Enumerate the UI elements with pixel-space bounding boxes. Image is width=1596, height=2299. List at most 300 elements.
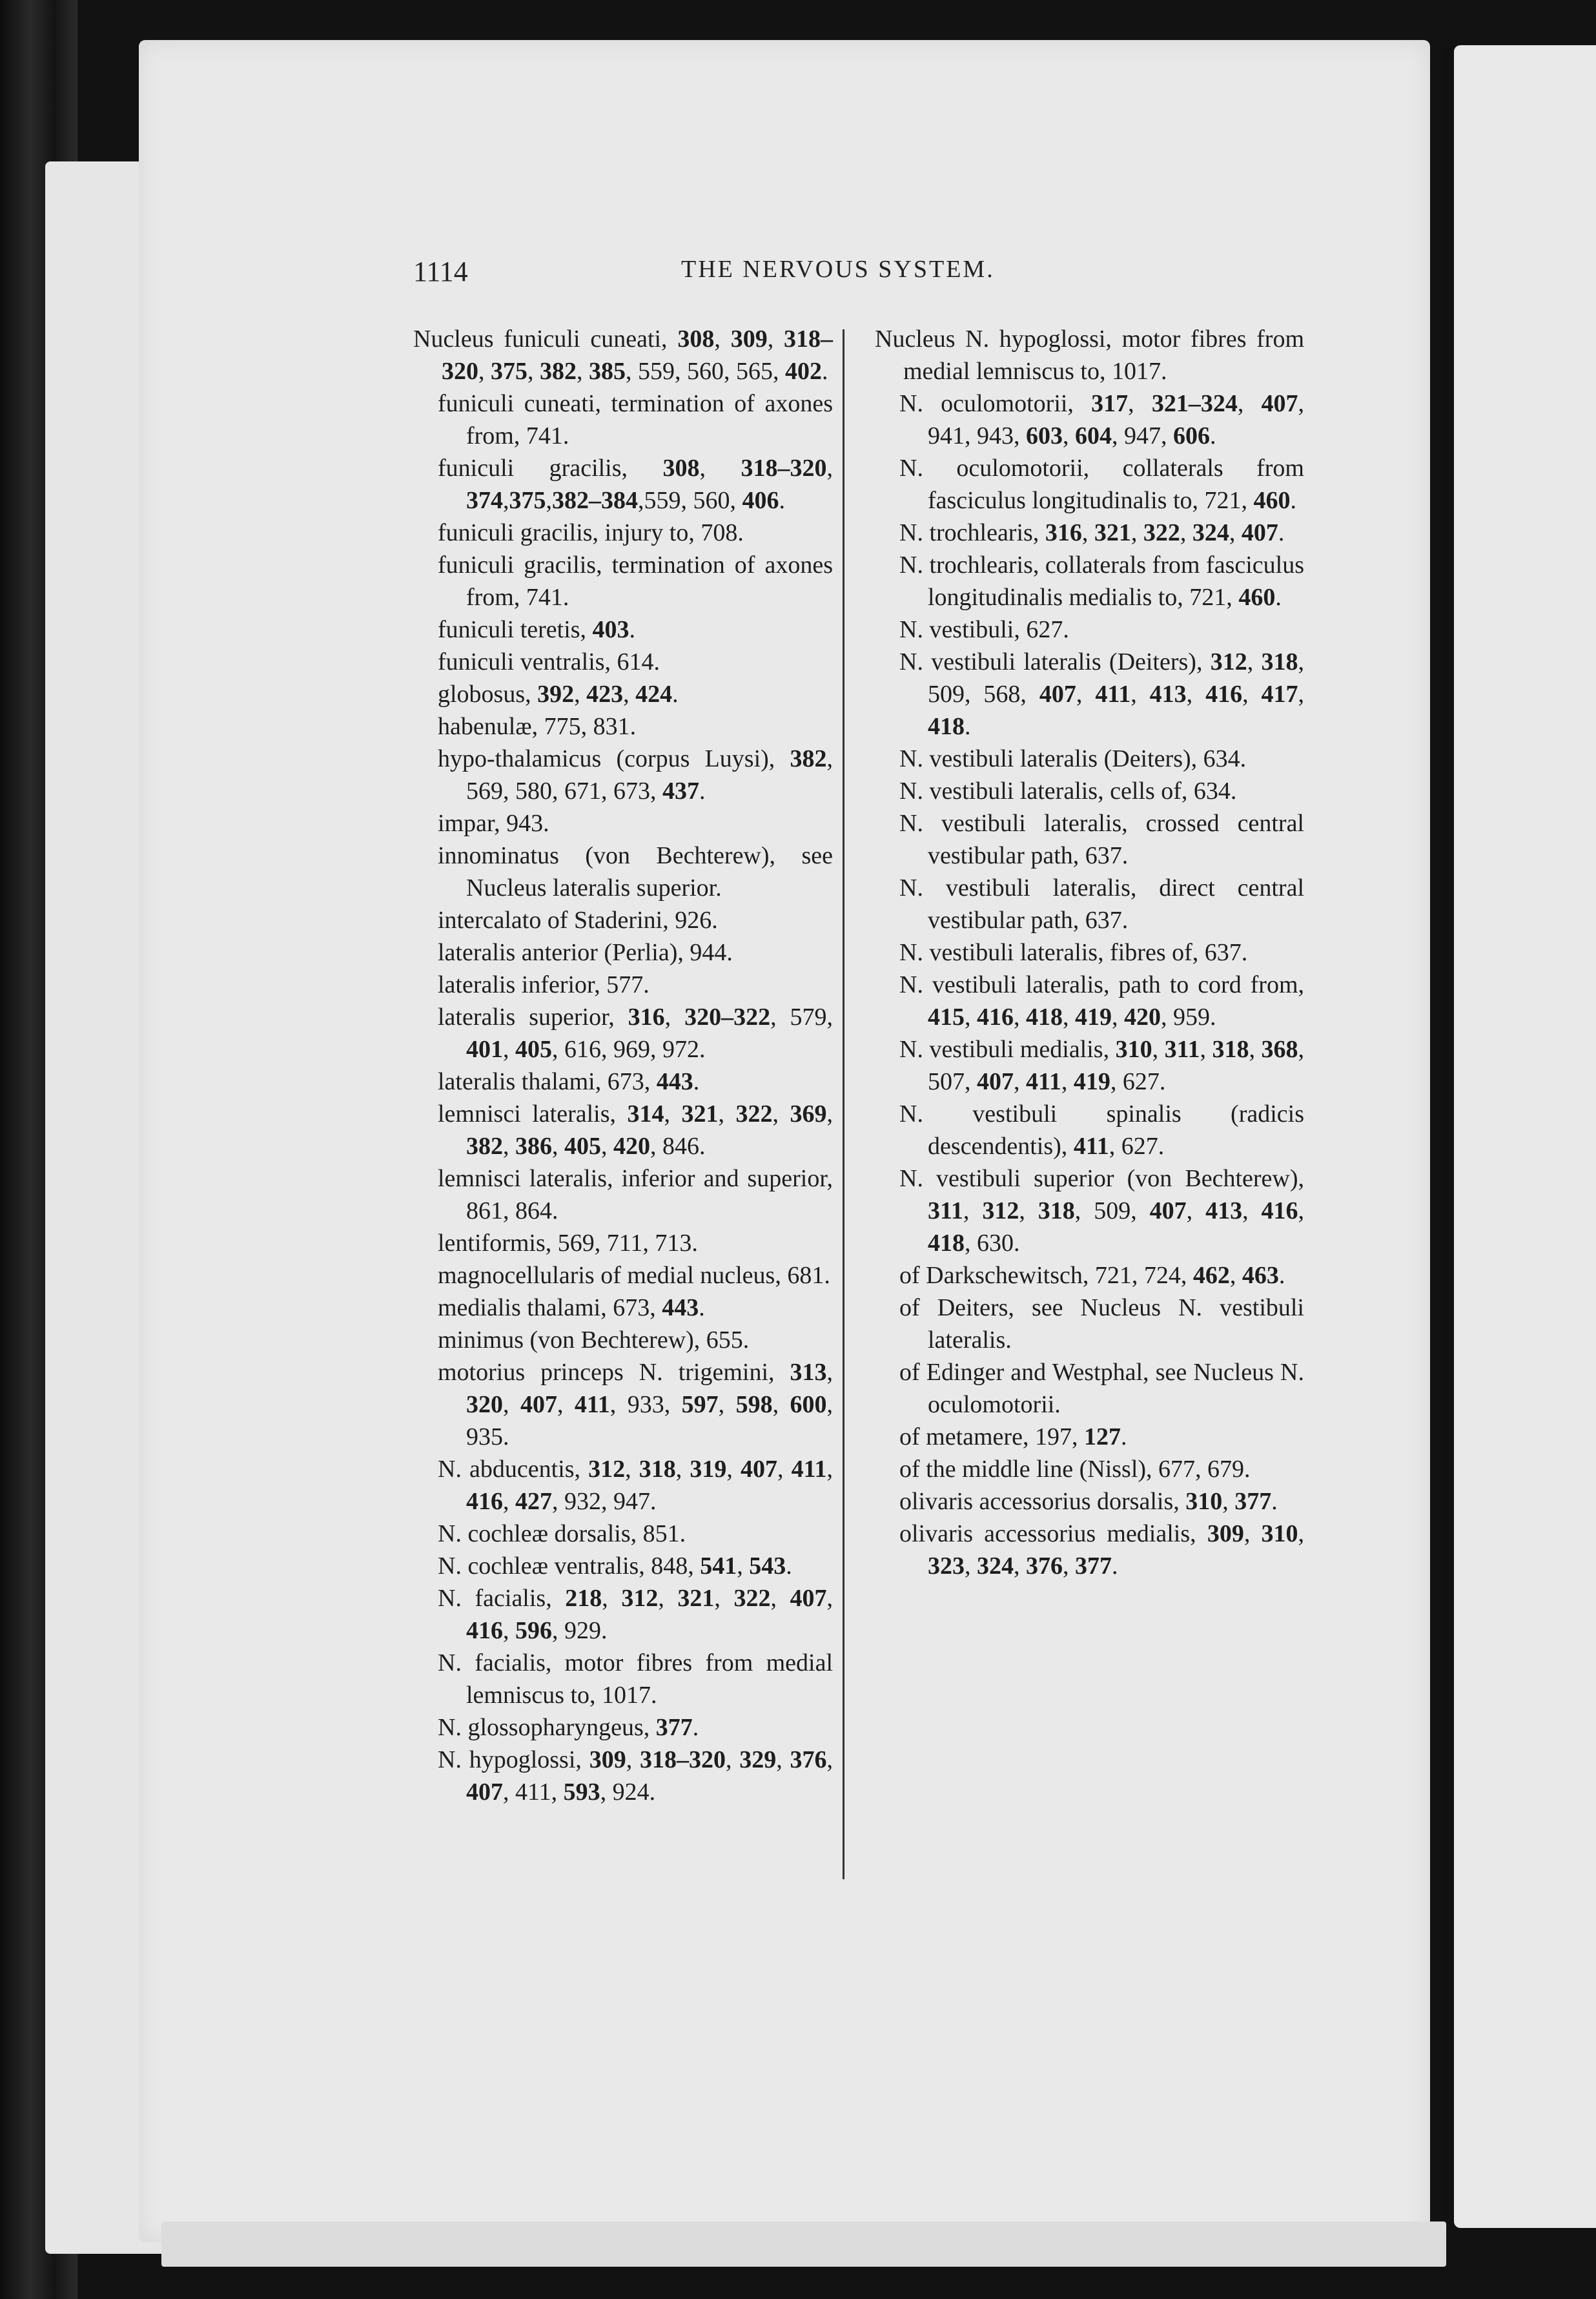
entry-text: , 947, — [1112, 422, 1173, 449]
page-ref-bold: 310 — [1115, 1036, 1152, 1063]
entry-text: , — [1237, 390, 1262, 417]
page-ref-bold: 417 — [1261, 681, 1298, 708]
entry-text: , — [699, 455, 741, 482]
entry-text: , 559, 560, 565, — [626, 358, 785, 385]
page-ref-bold: 407 — [790, 1585, 827, 1612]
page-ref-bold: 375 — [491, 358, 527, 385]
entry-text: Nucleus N. hypoglossi, motor fibres from medial lemniscus to, 1017. — [875, 325, 1304, 385]
index-entry — [875, 1259, 1304, 1292]
page-ref-bold: 407 — [741, 1456, 777, 1483]
page-gutter — [1444, 45, 1454, 2228]
entry-text: , — [1076, 681, 1096, 708]
page-ref-bold: 321–324 — [1151, 390, 1238, 417]
index-column-left — [413, 323, 833, 1808]
page-ref-bold: 324 — [1192, 519, 1229, 546]
page-ref-bold: 402 — [785, 358, 822, 385]
page-ref-bold: 460 — [1238, 584, 1276, 611]
page-ref-bold: 320 — [466, 1391, 503, 1418]
entry-text: , — [776, 1746, 790, 1773]
entry-text: , — [826, 1456, 834, 1483]
entry-text: , 932, 947. — [552, 1488, 657, 1515]
entry-text: of Darkschewitsch, 721, 724, — [899, 1262, 1193, 1289]
entry-text: motorius princeps N. trigemini, — [438, 1359, 790, 1386]
page-ref-bold: 318 — [639, 1456, 676, 1483]
page-ref-bold: 596 — [515, 1617, 552, 1644]
page-ref-bold: 318 — [1212, 1036, 1249, 1063]
entry-text: , — [601, 1133, 613, 1160]
entry-text: , — [1186, 681, 1206, 708]
entry-text: , — [737, 1552, 750, 1580]
entry-text: N. oculomotorii, collaterals from fasciculus longitudinalis to, 721, — [899, 455, 1304, 514]
page-ref-bold: 411 — [574, 1391, 610, 1418]
page-ref-bold: 377 — [1234, 1488, 1272, 1515]
entry-text: , — [826, 1746, 834, 1773]
entry-text: hypo-thalamicus (corpus Luysi), — [438, 745, 790, 772]
entry-text: , — [726, 1456, 741, 1483]
entry-text: N. vestibuli spinalis (radicis descendentis), — [899, 1100, 1304, 1160]
page-ref-bold: 318 — [1261, 648, 1298, 675]
index-entry — [413, 1292, 833, 1324]
entry-text: , — [503, 1036, 515, 1063]
entry-text: olivaris accessorius medialis, — [899, 1520, 1207, 1547]
page-ref-bold: 543 — [749, 1552, 786, 1580]
entry-text: funiculi cuneati, termination of axones from, 741. — [438, 390, 833, 449]
entry-text: , — [1014, 1004, 1026, 1031]
entry-text: , 411, — [503, 1778, 564, 1806]
entry-text: olivaris accessorius dorsalis, — [899, 1488, 1186, 1515]
index-entry — [413, 613, 833, 646]
entry-text: , — [1222, 1488, 1235, 1515]
entry-text: globosus, — [438, 681, 538, 708]
page-ref-bold: 320–322 — [684, 1004, 771, 1031]
entry-text: , — [777, 1456, 792, 1483]
index-entry — [875, 1518, 1304, 1582]
entry-text: , — [503, 1391, 520, 1418]
entry-text: , — [718, 1391, 736, 1418]
index-entry — [413, 840, 833, 904]
entry-text: , — [1061, 1068, 1074, 1095]
entry-text: lemnisci lateralis, — [438, 1100, 628, 1128]
index-entry — [875, 969, 1304, 1033]
page-ref-bold: 374 — [466, 487, 503, 514]
page-ref-bold: 411 — [1026, 1068, 1061, 1095]
entry-text: , — [664, 1004, 685, 1031]
entry-text: , — [1112, 1004, 1124, 1031]
entry-text: , 933, — [609, 1391, 682, 1418]
column-divider — [843, 329, 844, 1879]
page-ref-bold: 593 — [563, 1778, 600, 1806]
entry-text: , 941, 943, — [928, 390, 1304, 449]
page-ref-bold: 406 — [742, 487, 779, 514]
entry-text: , 569, 580, 671, 673, — [466, 745, 833, 805]
entry-text: , — [770, 1585, 790, 1612]
entry-text: , 630. — [965, 1230, 1020, 1257]
entry-text: . — [699, 1294, 705, 1321]
page-ref-bold: 312 — [1210, 648, 1247, 675]
entry-text: , — [767, 325, 784, 353]
entry-text: impar, 943. — [438, 810, 549, 837]
index-entry — [413, 1066, 833, 1098]
page-ref-bold: 311 — [928, 1197, 963, 1224]
index-entry — [875, 1485, 1304, 1518]
page-ref-bold: 377 — [655, 1714, 693, 1741]
entry-text: , — [1298, 681, 1305, 708]
page-ref-bold: 413 — [1149, 681, 1187, 708]
index-entry — [875, 1162, 1304, 1259]
entry-text: , — [664, 1100, 682, 1128]
entry-text: N. vestibuli medialis, — [899, 1036, 1116, 1063]
entry-text: , — [772, 1100, 790, 1128]
page-ref-bold: 375 — [509, 487, 546, 514]
page-ref-bold: 443 — [656, 1068, 693, 1095]
page-ref-bold: 382 — [790, 745, 827, 772]
page-ref-bold: 463 — [1242, 1262, 1279, 1289]
page-ref-bold: 317 — [1091, 390, 1129, 417]
page-ref-bold: 322 — [735, 1100, 773, 1128]
entry-text: lateralis thalami, 673, — [438, 1068, 657, 1095]
entry-text: . — [965, 713, 971, 740]
index-entry — [413, 452, 833, 517]
entry-text: , — [1180, 519, 1192, 546]
page-ref-bold: 541 — [700, 1552, 737, 1580]
page-ref-bold: 312 — [588, 1456, 626, 1483]
entry-text: of Deiters, see Nucleus N. vestibuli lateralis. — [899, 1294, 1304, 1354]
entry-text: . — [1210, 422, 1216, 449]
index-entry — [413, 904, 833, 936]
page-ref-bold: 416 — [1261, 1197, 1298, 1224]
entry-text: , — [503, 487, 509, 514]
page-ref-bold: 322 — [1143, 519, 1180, 546]
entry-text: , — [826, 1100, 834, 1128]
entry-text: , — [675, 1456, 690, 1483]
entry-text: N. vestibuli lateralis, crossed central vestibular path, 637. — [899, 810, 1304, 869]
index-entry — [413, 710, 833, 743]
index-entry — [413, 1518, 833, 1550]
page-ref-bold: 310 — [1261, 1520, 1298, 1547]
entry-text: , — [1200, 1036, 1212, 1063]
page-ref-bold: 309 — [589, 1746, 626, 1773]
entry-text: , — [577, 358, 589, 385]
entry-text: lateralis superior, — [438, 1004, 628, 1031]
index-entry — [875, 775, 1304, 807]
entry-text: , 627. — [1110, 1068, 1166, 1095]
entry-text: . — [692, 1714, 699, 1741]
index-entry — [413, 743, 833, 807]
entry-text: funiculi gracilis, injury to, 708. — [438, 519, 744, 546]
entry-text: . — [1275, 584, 1282, 611]
entry-text: , — [1247, 648, 1262, 675]
entry-text: of metamere, 197, — [899, 1423, 1084, 1450]
entry-text: , — [1014, 1068, 1026, 1095]
entry-text: N. vestibuli lateralis, path to cord from, — [899, 971, 1304, 998]
index-entry — [875, 1421, 1304, 1453]
index-entry — [875, 1453, 1304, 1485]
entry-text: lateralis anterior (Perlia), 944. — [438, 939, 733, 966]
page-ref-bold: 309 — [1207, 1520, 1244, 1547]
entry-text: ,559, 560, — [638, 487, 742, 514]
entry-text: N. trochlearis, collaterals from fasciculus longitudinalis medialis to, 721, — [899, 552, 1304, 611]
entry-text: N. vestibuli lateralis (Deiters), — [899, 648, 1211, 675]
page-ref-bold: 405 — [564, 1133, 601, 1160]
running-title: THE NERVOUS SYSTEM. — [681, 256, 995, 283]
entry-text: N. oculomotorii, — [899, 390, 1092, 417]
page-ref-bold: 597 — [681, 1391, 719, 1418]
entry-text: , — [503, 1617, 515, 1644]
index-entry — [413, 1356, 833, 1453]
entry-text: of Edinger and Westphal, see Nucleus N. oculomotorii. — [899, 1359, 1304, 1418]
entry-text: of the middle line (Nissl), 677, 679. — [899, 1456, 1251, 1483]
index-column-right — [875, 323, 1304, 1582]
entry-text: , — [1014, 1552, 1026, 1580]
entry-text: . — [822, 358, 828, 385]
entry-text: , — [1152, 1036, 1165, 1063]
entry-text: N. abducentis, — [438, 1456, 589, 1483]
page-ref-bold: 377 — [1075, 1552, 1112, 1580]
entry-text: . — [1271, 1488, 1278, 1515]
entry-text: , — [557, 1391, 575, 1418]
index-entry — [413, 807, 833, 840]
entry-text: , — [965, 1552, 977, 1580]
index-entry — [413, 1550, 833, 1582]
facing-page-edge — [1454, 45, 1596, 2228]
page-ref-bold: 392 — [537, 681, 575, 708]
page-number: 1114 — [413, 256, 468, 287]
page-ref-bold: 324 — [977, 1552, 1014, 1580]
page-ref-bold: 316 — [1045, 519, 1082, 546]
page-ref-bold: 316 — [628, 1004, 665, 1031]
entry-text: , — [503, 1488, 515, 1515]
entry-text: , — [574, 681, 587, 708]
page-ref-bold: 314 — [627, 1100, 664, 1128]
entry-text: N. vestibuli superior (von Bechterew), — [899, 1165, 1304, 1192]
entry-text: , — [1063, 1552, 1075, 1580]
index-entry — [413, 936, 833, 969]
entry-text: , 627. — [1109, 1133, 1165, 1160]
entry-text: , 846. — [650, 1133, 706, 1160]
page-ref-bold: 420 — [1124, 1004, 1161, 1031]
index-entry — [875, 872, 1304, 936]
index-entry — [413, 1001, 833, 1066]
entry-text: , — [772, 1391, 790, 1418]
page-ref-bold: 318–320 — [442, 325, 833, 385]
index-entry — [413, 678, 833, 710]
entry-text: , 507, — [928, 1036, 1305, 1095]
entry-text: , — [963, 1197, 983, 1224]
page-ref-bold: 321 — [677, 1585, 715, 1612]
page-ref-bold: 308 — [662, 455, 700, 482]
entry-text: lentiformis, 569, 711, 713. — [438, 1230, 698, 1257]
entry-text: , — [1298, 1197, 1305, 1224]
page-ref-bold: 321 — [681, 1100, 719, 1128]
page-ref-bold: 606 — [1173, 422, 1210, 449]
index-entry — [413, 549, 833, 613]
page-ref-bold: 604 — [1075, 422, 1112, 449]
index-entry — [413, 387, 833, 452]
page-ref-bold: 310 — [1185, 1488, 1223, 1515]
page-ref-bold: 411 — [1073, 1133, 1109, 1160]
entry-text: , — [1019, 1197, 1038, 1224]
page-ref-bold: 413 — [1205, 1197, 1243, 1224]
index-entry — [413, 323, 833, 387]
entry-text: . — [1120, 1423, 1127, 1450]
page-ref-bold: 309 — [730, 325, 768, 353]
entry-text: , 929. — [552, 1617, 608, 1644]
entry-text: N. glossopharyngeus, — [438, 1714, 656, 1741]
entry-text: N. vestibuli lateralis, cells of, 634. — [899, 778, 1237, 805]
page-ref-bold: 600 — [790, 1391, 827, 1418]
page-ref-bold: 318–320 — [639, 1746, 726, 1773]
page-bottom-edge — [161, 2222, 1446, 2267]
index-entry — [413, 1162, 833, 1227]
entry-text: , — [1243, 1520, 1262, 1547]
page-ref-bold: 405 — [515, 1036, 552, 1063]
entry-text: , — [478, 358, 491, 385]
page-ref-bold: 218 — [565, 1585, 602, 1612]
page-ref-bold: 416 — [466, 1488, 503, 1515]
entry-text: innominatus (von Bechterew), see Nucleus lateralis superior. — [438, 842, 833, 902]
page-ref-bold: 401 — [466, 1036, 503, 1063]
entry-text: , — [1249, 1036, 1262, 1063]
page-ref-bold: 407 — [977, 1068, 1014, 1095]
entry-text: N. cochleæ ventralis, 848, — [438, 1552, 701, 1580]
entry-text: , — [1242, 1197, 1262, 1224]
index-entry — [413, 646, 833, 678]
entry-text: . — [699, 778, 706, 805]
index-entry — [875, 807, 1304, 872]
entry-text: , — [602, 1585, 622, 1612]
index-entry — [875, 646, 1304, 743]
index-entry — [875, 743, 1304, 775]
entry-text: funiculi teretis, — [438, 616, 593, 643]
page-ref-bold: 376 — [1026, 1552, 1063, 1580]
index-entry — [875, 323, 1304, 387]
entry-text: , — [714, 1585, 734, 1612]
entry-text: , — [1081, 519, 1094, 546]
page-ref-bold: 411 — [1095, 681, 1131, 708]
entry-text: , — [718, 1100, 736, 1128]
entry-text: , 935. — [466, 1391, 834, 1450]
entry-text: , 616, 969, 972. — [552, 1036, 706, 1063]
index-entry — [413, 1647, 833, 1711]
page-ref-bold: 322 — [733, 1585, 771, 1612]
entry-text: , — [1063, 1004, 1075, 1031]
page-ref-bold: 318 — [1038, 1197, 1075, 1224]
page-ref-bold: 321 — [1094, 519, 1131, 546]
entry-text: , — [625, 1456, 639, 1483]
page-ref-bold: 312 — [621, 1585, 659, 1612]
page-ref-bold: 318–320 — [741, 455, 827, 482]
entry-text: funiculi ventralis, 614. — [438, 648, 660, 675]
page-ref-bold: 418 — [928, 1230, 965, 1257]
page-ref-bold: 419 — [1075, 1004, 1112, 1031]
index-entry — [413, 1259, 833, 1292]
page-ref-bold: 313 — [790, 1359, 827, 1386]
entry-text: . — [1112, 1552, 1118, 1580]
entry-text: , — [546, 487, 552, 514]
entry-text: , — [552, 1133, 564, 1160]
index-entry — [875, 387, 1304, 452]
index-entry — [875, 1033, 1304, 1098]
page-ref-bold: 415 — [928, 1004, 965, 1031]
entry-text: , — [965, 1004, 977, 1031]
index-entry — [413, 1711, 833, 1744]
page-ref-bold: 462 — [1192, 1262, 1230, 1289]
page-ref-bold: 407 — [1241, 519, 1278, 546]
page-ref-bold: 311 — [1164, 1036, 1200, 1063]
entry-text: . — [1278, 1262, 1285, 1289]
page-ref-bold: 443 — [662, 1294, 699, 1321]
entry-text: , — [826, 1359, 833, 1386]
entry-text: , — [1229, 1262, 1242, 1289]
entry-text: N. cochleæ dorsalis, 851. — [438, 1520, 686, 1547]
entry-text: . — [779, 487, 785, 514]
entry-text: minimus (von Bechterew), 655. — [438, 1326, 750, 1354]
page-ref-bold: 598 — [735, 1391, 773, 1418]
page-ref-bold: 312 — [982, 1197, 1019, 1224]
entry-text: N. vestibuli, 627. — [899, 616, 1069, 643]
entry-text: , — [1186, 1197, 1206, 1224]
entry-text: funiculi gracilis, termination of axones from, 741. — [438, 552, 833, 611]
entry-text: N. hypoglossi, — [438, 1746, 589, 1773]
page-ref-bold: 407 — [1039, 681, 1076, 708]
entry-text: intercalato of Staderini, 926. — [438, 907, 718, 934]
index-entry — [875, 1356, 1304, 1421]
page-ref-bold: 411 — [791, 1456, 827, 1483]
page-ref-bold: 127 — [1083, 1423, 1121, 1450]
page-ref-bold: 420 — [613, 1133, 650, 1160]
index-entry — [875, 1098, 1304, 1162]
entry-text: . — [629, 616, 636, 643]
page-ref-bold: 416 — [466, 1617, 503, 1644]
entry-text: , — [714, 325, 731, 353]
page-ref-bold: 603 — [1026, 422, 1063, 449]
entry-text: . — [672, 681, 679, 708]
page-ref-bold: 382 — [466, 1133, 503, 1160]
page-ref-bold: 418 — [928, 713, 965, 740]
index-entry — [413, 1324, 833, 1356]
entry-text: . — [693, 1068, 700, 1095]
entry-text: , — [1298, 1520, 1304, 1547]
entry-text: Nucleus funiculi cuneati, — [413, 325, 678, 353]
entry-text: lateralis inferior, 577. — [438, 971, 650, 998]
entry-text: , — [826, 455, 833, 482]
page-ref-bold: 329 — [739, 1746, 777, 1773]
entry-text: magnocellularis of medial nucleus, 681. — [438, 1262, 830, 1289]
entry-text: medialis thalami, 673, — [438, 1294, 662, 1321]
entry-text: , — [527, 358, 540, 385]
entry-text: N. trochlearis, — [899, 519, 1045, 546]
index-entry — [413, 1098, 833, 1162]
entry-text: , — [1130, 681, 1150, 708]
entry-text: , — [626, 1746, 640, 1773]
page-ref-bold: 369 — [790, 1100, 827, 1128]
page-ref-bold: 460 — [1253, 487, 1291, 514]
index-entry — [413, 517, 833, 549]
index-entry — [875, 613, 1304, 646]
page-ref-bold: 403 — [592, 616, 629, 643]
entry-text: , 509, 568, — [928, 648, 1305, 708]
page-ref-bold: 382–384 — [552, 487, 638, 514]
page-ref-bold: 407 — [466, 1778, 503, 1806]
page-ref-bold: 437 — [662, 778, 699, 805]
entry-text: . — [1290, 487, 1297, 514]
entry-text: , — [1128, 390, 1152, 417]
page-ref-bold: 308 — [677, 325, 715, 353]
page-ref-bold: 423 — [586, 681, 624, 708]
page-ref-bold: 319 — [690, 1456, 727, 1483]
page-ref-bold: 323 — [928, 1552, 965, 1580]
page-ref-bold: 407 — [520, 1391, 557, 1418]
